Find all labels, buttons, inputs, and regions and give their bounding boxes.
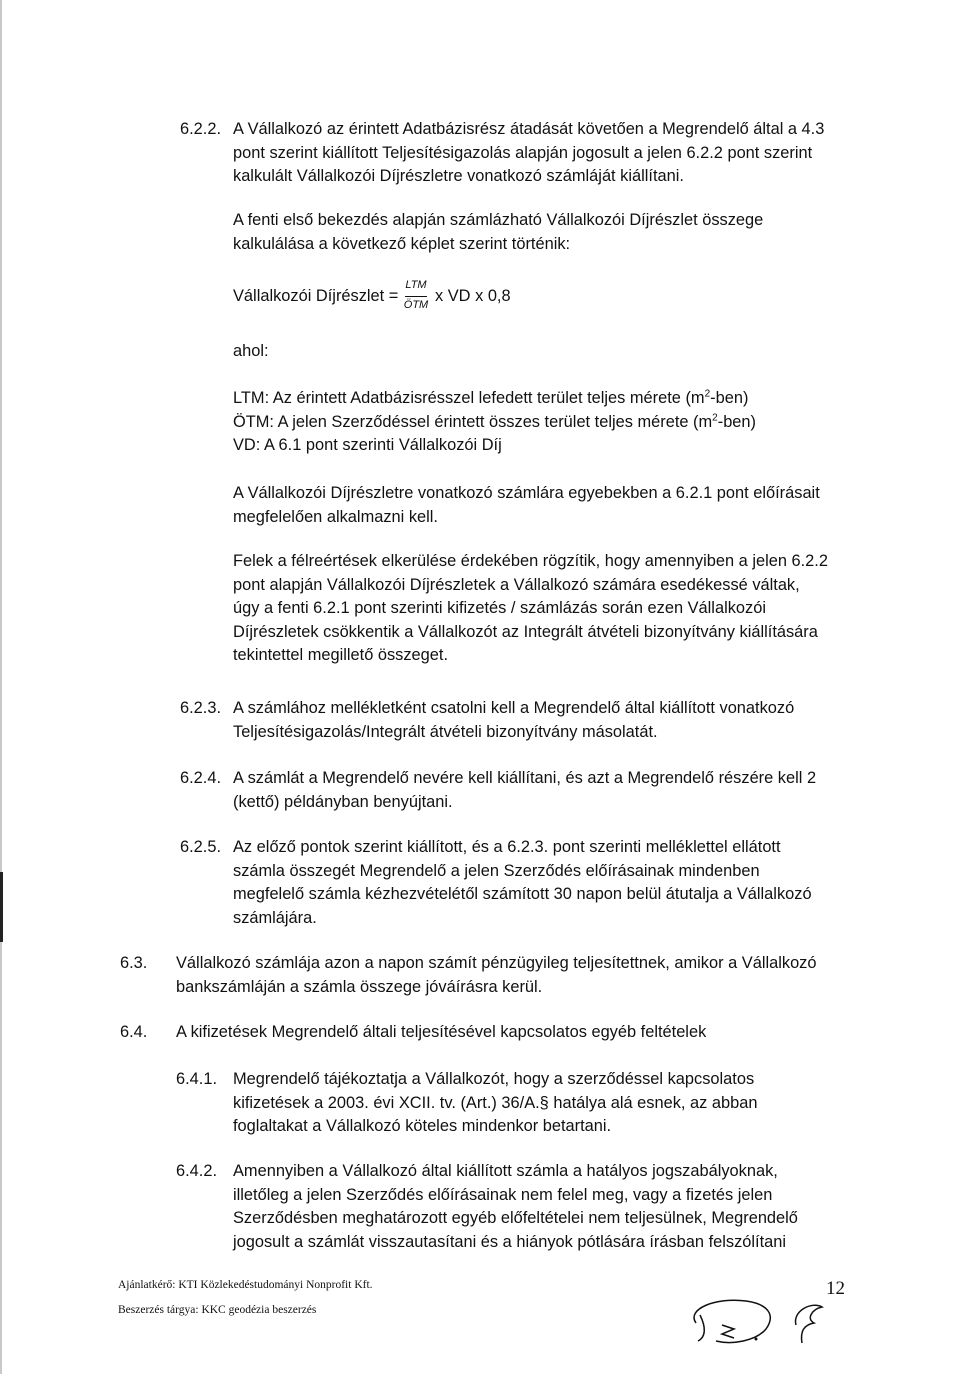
definition-otm	[233, 411, 847, 435]
section-6-2-5-text	[233, 836, 847, 930]
section-number-6-2-3: 6.2.3.	[180, 699, 222, 717]
paragraph-felek	[233, 550, 847, 668]
section-number-6-4-2: 6.4.2.	[176, 1162, 218, 1180]
text-line: bankszámláján a számla összege jóváírásra kerül.	[176, 977, 543, 996]
section-6-2-2-text	[233, 118, 847, 189]
text-line: jogosult a számlát visszautasítani és a hiányok pótlására írásban felszólítani	[233, 1232, 787, 1251]
text-line: kalkulálása a következő képlet szerint történik:	[233, 234, 571, 253]
definition-otm-text: ÖTM: A jelen Szerződéssel érintett összes terület teljes mérete (m	[233, 412, 713, 431]
section-number-6-4: 6.4.	[120, 1023, 148, 1041]
section-number-6-2-5: 6.2.5.	[180, 838, 222, 856]
text-line: Megrendelő tájékoztatja a Vállalkozót, hogy a szerződéssel kapcsolatos	[233, 1070, 755, 1088]
section-6-4-text	[176, 1021, 852, 1045]
definition-ltm-tail: -ben)	[710, 389, 749, 407]
text-line: A számlához mellékletként csatolni kell a Megrendelő által kiállított vonatkozó	[233, 699, 795, 717]
text-line: pont alapján Vállalkozói Díjrészletek a Vállalkozó számára esedékessé váltak,	[233, 575, 800, 594]
section-number-6-2-2: 6.2.2.	[180, 120, 222, 138]
footer-ajanlatkero: Ajánlatkérő: KTI Közlekedéstudományi Nonprofit Kft.	[118, 1279, 373, 1291]
section-6-4-1-text	[233, 1068, 847, 1139]
formula-lhs: Vállalkozói Díjrészlet =	[233, 287, 399, 305]
text-line: Díjrészletek csökkentik a Vállalkozót az Integrált átvételi bizonyítvány kiállítására	[233, 622, 818, 641]
text-line: A Vállalkozói Díjrészletre vonatkozó számlára egyebekben a 6.2.1 pont előírásait	[233, 484, 820, 502]
text-line: foglaltakat a Vállalkozó köteles mindenkor betartani.	[233, 1117, 612, 1135]
text-line: megfelelően alkalmazni kell.	[233, 507, 438, 526]
section-6-2-4-text	[233, 767, 847, 814]
definition-otm-tail: -ben)	[717, 412, 756, 431]
text-line: kalkulált Vállalkozói Díjrészletre vonatkozó számláját kiállítani.	[233, 167, 684, 185]
fraction-bar	[405, 296, 427, 297]
text-line: megfelelő számla kézhezvételétől számított 30 napon belül átutalja a Vállalkozó	[233, 885, 812, 903]
superscript: 2	[712, 412, 718, 424]
ahol-label: ahol:	[233, 342, 269, 360]
footer-beszerzes: Beszerzés tárgya: KKC geodézia beszerzés	[118, 1304, 317, 1316]
section-6-2-3-text	[233, 697, 847, 744]
scan-mark	[0, 872, 3, 942]
section-number-6-4-1: 6.4.1.	[176, 1070, 218, 1088]
section-number-6-3: 6.3.	[120, 954, 148, 972]
formula-denominator: ÖTM	[403, 299, 429, 311]
text-line: kifizetések a 2003. évi XCII. tv. (Art.) 36/A.§ hatálya alá esnek, az abban	[233, 1093, 758, 1112]
superscript: 2	[704, 388, 711, 400]
signature-initials	[676, 1285, 846, 1355]
definition-ltm-text: LTM: Az érintett Adatbázisrésszel lefedett terület teljes mérete (m	[233, 389, 705, 407]
definition-vd: VD: A 6.1 pont szerinti Vállalkozói Díj	[233, 436, 502, 454]
text-line: számla összegét Megrendelő a jelen Szerződés előírásainak mindenben	[233, 861, 760, 880]
text-line: Teljesítésigazolás/Integrált átvételi bizonyítvány másolatát.	[233, 722, 658, 741]
page-number: 12	[826, 1278, 845, 1299]
section-number-6-2-4: 6.2.4.	[180, 769, 222, 787]
section-6-3-text	[176, 952, 852, 999]
paragraph-dijreszlet	[233, 482, 847, 529]
text-line: pont szerint kiállított Teljesítésigazolás alapján jogosult a jelen 6.2.2 pont szerint	[233, 143, 813, 162]
text-line: Szerződésben meghatározott egyéb előfeltételei nem teljesülnek, Megrendelő	[233, 1209, 798, 1227]
text-line: Felek a félreértések elkerülése érdekében rögzítik, hogy amennyiben a jelen 6.2.2	[233, 552, 828, 570]
text-line: számlájára.	[233, 908, 317, 927]
text-line: illetőleg a jelen Szerződés előírásainak nem felel meg, vagy a fizetés jelen	[233, 1185, 773, 1204]
scan-edge	[0, 0, 2, 1374]
text-line: Amennyiben a Vállalkozó által kiállított számla a hatályos jogszabályoknak,	[233, 1162, 778, 1180]
text-line: úgy a fenti 6.2.1 pont szerinti kifizetés / számlázás során ezen Vállalkozói	[233, 599, 766, 617]
text-line: A Vállalkozó az érintett Adatbázisrész átadását követően a Megrendelő által a 4.3	[233, 120, 825, 138]
definitions	[233, 387, 847, 458]
text-line: A kifizetések Megrendelő általi teljesítésével kapcsolatos egyéb feltételek	[176, 1023, 707, 1041]
text-line: (kettő) példányban benyújtani.	[233, 792, 453, 811]
text-line: Az előző pontok szerint kiállított, és a 6.2.3. pont szerinti melléklettel ellátott	[233, 838, 781, 856]
formula-numerator: LTM	[405, 279, 427, 291]
section-6-4-2-text	[233, 1160, 847, 1254]
text-line: tekintettel megillető összeget.	[233, 646, 449, 664]
definition-ltm	[233, 387, 847, 411]
text-line: A fenti első bekezdés alapján számlázható Vállalkozói Díjrészlet összege	[233, 211, 764, 229]
formula-rhs: x VD x 0,8	[435, 287, 511, 305]
text-line: A számlát a Megrendelő nevére kell kiállítani, és azt a Megrendelő részére kell 2	[233, 769, 817, 787]
text-line: Vállalkozó számlája azon a napon számít pénzügyileg teljesítettnek, amikor a Vállalkozó	[176, 954, 817, 972]
paragraph-formula-intro	[233, 209, 847, 256]
